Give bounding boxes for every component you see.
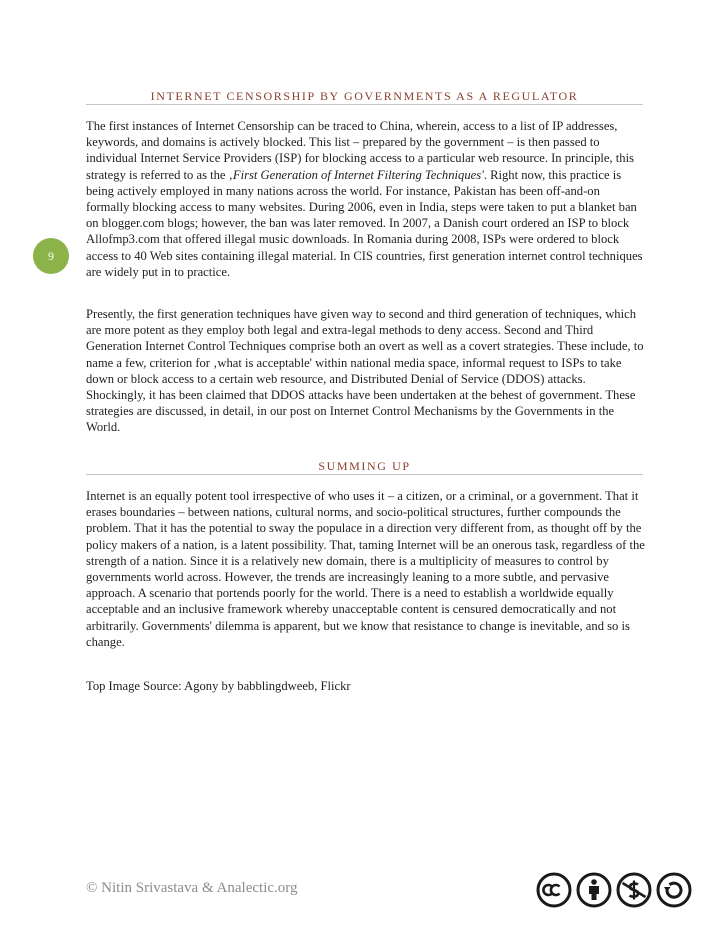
paragraph-second-third-generation: Presently, the first generation techniques have given way to second and third generation of techniques, which are more potent as they employ both legal and extra-legal methods to deny access. Second and Third Generation Internet Control Techniques comprise both an overt as well as a covert strategies. These include, to name a few, criterion for ‚what is acceptable' within national media space, informal request to ISPs to take down or block access to a certain web resource, and Distributed Denial of Service (DDOS) attacks. Shockingly, it has been claimed that DDOS attacks have been undertaken at the behest of government. These strategies are discussed, in detail, in our post on Internet Control Mechanisms by the Governments in the World. xyxy=(86,307,644,435)
paragraph-text: The first instances of Internet Censorship can be traced to China, wherein, access to a list of IP addresses, keywords, and domains is actively blocked. This list – prepared by the government – is then passed to individual Internet Service Providers (ISP) for blocking access to a particular web resource. In principle, this strategy is referred to as the ‚ xyxy=(86,119,635,182)
sa-sharealike-icon xyxy=(656,872,692,908)
page-number-badge: 9 xyxy=(33,238,69,274)
paragraph-first-generation xyxy=(86,118,646,280)
heading-rule xyxy=(86,104,643,105)
license-icons xyxy=(536,872,692,908)
nc-noncommercial-icon xyxy=(616,872,652,908)
paragraph-summary: Internet is an equally potent tool irrespective of who uses it – a citizen, or a criminal, or a government. That it erases boundaries – between nations, cultural norms, and socio-political structures, further compounds the problem. That it has the potential to sway the populace in a direction very different from, as thought off by the policy makers of a nation, is a latent possibility. That, taming Internet will be an onerous task, regardless of the strength of a nation. Since it is a relatively new domain, there is a multiplicity of measures to control by governments world across. However, the trends are increasingly leaning to a more subtle, and pervasive approach. A scenario that portends poorly for the world. There is a need to establish a worldwide equally acceptable and an inclusive framework whereby unacceptable content is censured democratically and not arbitrarily. Governments' dilemma is apparent, but we know that resistance to change is inevitable, and so is change. xyxy=(86,489,645,649)
cc-icon xyxy=(536,872,572,908)
image-source-credit: Top Image Source: Agony by babblingdweeb, Flickr xyxy=(86,679,351,693)
heading-rule xyxy=(86,474,643,475)
section-heading-censorship: INTERNET CENSORSHIP BY GOVERNMENTS AS A REGULATOR xyxy=(150,89,579,103)
footer-copyright: © Nitin Srivastava & Analectic.org xyxy=(86,880,298,896)
paragraph-text: . Right now, this practice is being actively employed in many nations across the world. For instance, Pakistan has been off-and-on formally blocking access to many websites. During 2006, even in India, steps were taken to put a blanket ban on blogger.com blogs; however, the ban was later removed. In 2007, a Danish court ordered an ISP to block Allofmp3.com that offered illegal music downloads. In Romania during 2008, ISPs were ordered to block access to 40 Web sites containing illegal material. In CIS countries, first generation internet control techniques are widely put in to practice. xyxy=(86,167,643,279)
section-heading-summing-up: SUMMING UP xyxy=(318,459,411,473)
italic-term: First Generation of Internet Filtering Techniques' xyxy=(232,167,484,182)
by-attribution-icon xyxy=(576,872,612,908)
